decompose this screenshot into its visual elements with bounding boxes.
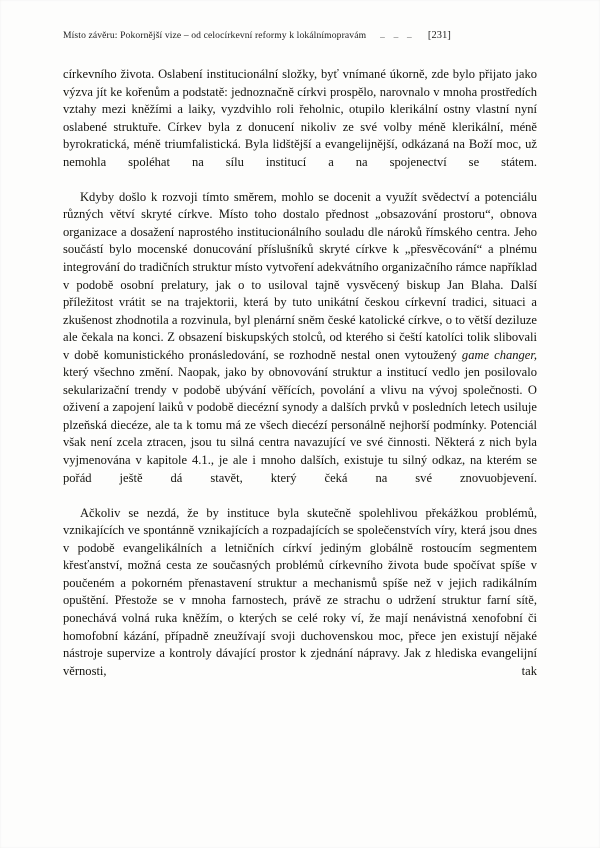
paragraph-2-italic-phrase: game changer, <box>461 347 537 362</box>
paragraph-1: církevního života. Oslabení institucionální složky, byť vnímané úkorně, zde bylo přijato jako výzva jít ke kořenům a podstatě: jednoznačně církvi prospělo, narovnalo v mnoha prostředích vztahy mezi kněžími a laiky, vyzdvihlo roli řeholnic, otupilo klerikální ostny vlastní nyní oslabené struktuře. Církev byla z donucení nikoliv ze své volby méně klerikální, méně byrokratická, méně triumfalistická. Byla lidštější a evangelijnější, odkázaná na Boží moc, už nemohla spoléhat na sílu institucí a na spojenectví se státem. <box>63 67 537 169</box>
paragraph-2-part-before-italic: Kdyby došlo k rozvoji tímto směrem, mohlo se docenit a využít svědectví a potenciálu různých větví skryté církve. Místo toho dostalo přednost „obsazování prostoru“, obnova organizace a dosažení naprostého institucionálního souladu dle nároků římského centra. Jeho součástí bylo mocenské donucování příslušníků skryté církve k „přesvěcování“ a plnému integrování do tradičních struktur místo vytvoření adekvátního organizačního rámce například v podobě osobní prelatury, jak o to usiloval tajně vysvěcený biskup Jan Blaha. Další příležitost vrátit se na trajektorii, která by tuto unikátní českou církevní tradici, situaci a zkušenost zhodnotila a rozvinula, byl plenární sněm české katolické církve, o to větší deziluze ale čekala na konci. Z obsazení biskupských stolců, od kterého si čeští katolíci tolik slibovali v době komunistického pronásledování, se rozhodně nestal onen vytoužený <box>63 189 537 362</box>
paragraph-3: Ačkoliv se nezdá, že by instituce byla skutečně spolehlivou překážkou problémů, vznikajících ve spontánně vznikajících a rozpadajících se společenstvích víry, která jsou dnes v podobě evangelikálních a letničních církví jediným globálně rostoucím segmentem křesťanství, možná cesta ze současných problémů církevního života bude spočívat spíše v poučeném a pokorném přenastavení struktur a mechanismů spíše než v jejich radikálním opuštění. Přestože se v mnoha farnostech, právě ze strachu o udržení struktur farní sítě, ponechává volná ruka kněžím, o kterých se celé roky ví, že mají nenávistná xenofobní či homofobní kázání, případně zneužívají svoji duchovenskou moc, přece jen existují nějaké nástroje supervize a kontroly dávající prostor k zjednání nápravy. Jak z hlediska evangelijní věrnosti, tak <box>63 505 537 678</box>
page-folio-number: [231] <box>427 30 452 41</box>
body-text-column <box>63 66 537 698</box>
paragraph-2-part-after-italic: který všechno změní. Naopak, jako by obnovování struktur a institucí vedlo jen posilovalo sekularizační trendy v podobě ubývání věřících, povolání a vlivu na vývoj společnosti. O oživení a zapojení laiků v podobě diecézní synody a dalších prvků v posledních letech usiluje plzeňská diecéze, ale ta k tomu má ze všech diecézí personálně nejhorší podmínky. Potenciál však není zcela ztracen, jsou tu silná centra navazující ve své činnosti. Některá z nich byla vyjmenována v kapitole 4.1., je ale i mnoho dalších, existuje tu silný odkaz, na kterém se pořád ještě dá stavět, který čeká na své znovuobjevení. <box>63 365 537 485</box>
running-head <box>63 30 548 46</box>
running-head-dashes: _ _ _ <box>380 30 415 40</box>
running-head-title: Místo závěru: Pokornější vize – od celocírkevní reformy k lokálnímopravám <box>63 30 367 41</box>
paragraph-2 <box>63 189 537 505</box>
